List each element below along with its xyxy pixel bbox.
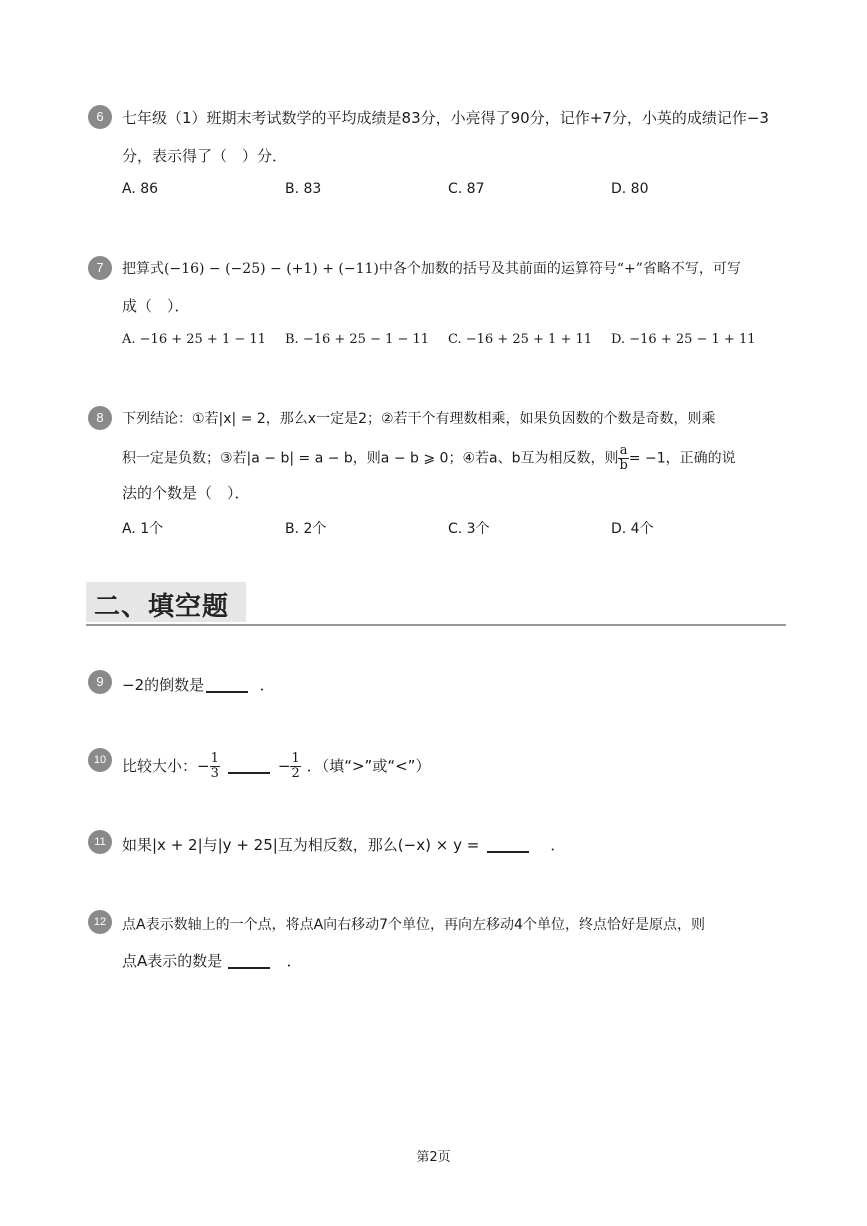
- fraction-one-third: [210, 752, 220, 781]
- question-text: 成（ ）．: [122, 297, 190, 315]
- question-number-badge: 12: [88, 910, 112, 934]
- question-text: 如果|x + 2|与|y + 25|互为相反数，那么(−x) × y =: [122, 836, 480, 854]
- question-text: ．: [259, 676, 275, 694]
- question-text: ．（填“>”或“<”）: [306, 757, 431, 775]
- question-12: [88, 910, 788, 980]
- fraction-denominator: b: [619, 458, 628, 473]
- fraction-numerator: 1: [210, 751, 219, 766]
- question-8: [88, 406, 788, 536]
- fraction-denominator: 2: [291, 766, 300, 781]
- question-number-badge: 9: [88, 670, 112, 694]
- question-text: 法的个数是（ ）．: [122, 484, 250, 502]
- question-number-badge: 7: [88, 256, 112, 280]
- question-text: −: [277, 757, 291, 775]
- question-text: 七年级（1）班期末考试数学的平均成绩是83分，小亮得了90分，记作+7分，小英的成绩记作−3: [122, 109, 769, 127]
- page-number: 第2页: [416, 1150, 451, 1165]
- option-b: B. 83: [285, 181, 322, 197]
- answer-blank[interactable]: [228, 758, 270, 774]
- section-divider: [86, 624, 786, 626]
- fraction-numerator: 1: [291, 751, 300, 766]
- question-text: 比较大小：−: [122, 757, 210, 775]
- question-text: = −1，正确的说: [628, 450, 736, 467]
- fraction-numerator: a: [619, 443, 628, 458]
- question-11: [88, 830, 788, 860]
- question-6: [88, 105, 788, 205]
- fraction-denominator: 3: [210, 766, 219, 781]
- fraction-one-half: [290, 752, 300, 781]
- option-d: D. 4个: [611, 521, 654, 537]
- question-line: [122, 835, 565, 855]
- option-c: C. −16 + 25 + 1 + 11: [448, 332, 593, 347]
- question-text: 积一定是负数；③若|a − b| = a − b，则a − b ⩾ 0；④若a、b互为相反数，则: [122, 450, 619, 467]
- fraction-a-over-b: [618, 444, 628, 473]
- option-b: B. 2个: [285, 521, 327, 537]
- option-d: D. −16 + 25 − 1 + 11: [611, 332, 756, 347]
- question-text: 分，表示得了（ ）分．: [122, 147, 288, 165]
- option-b: B. −16 + 25 − 1 − 11: [285, 332, 430, 347]
- option-d: D. 80: [611, 181, 649, 197]
- question-text: 点A表示的数是: [122, 952, 223, 970]
- question-number-badge: 11: [88, 830, 112, 854]
- question-9: [88, 670, 788, 700]
- answer-blank[interactable]: [206, 677, 248, 693]
- question-10: [88, 748, 788, 788]
- question-line: [122, 748, 430, 784]
- question-text: 把算式(−16) − (−25) − (+1) + (−11)中各个加数的括号及其前面的运算符号“+”省略不写，可写: [122, 261, 741, 277]
- option-a: A. −16 + 25 + 1 − 11: [122, 332, 266, 347]
- question-7: [88, 256, 788, 356]
- question-number-badge: 6: [88, 105, 112, 129]
- answer-blank[interactable]: [228, 953, 270, 969]
- question-line: [122, 951, 302, 971]
- question-text: ．: [550, 836, 566, 854]
- option-c: C. 3个: [448, 521, 490, 537]
- section-title-text: 二、填空题: [94, 592, 230, 622]
- section-title: [86, 582, 246, 622]
- option-a: A. 86: [122, 181, 159, 197]
- question-text: 下列结论：①若|x| = 2，那么x一定是2；②若干个有理数相乘，如果负因数的个数是奇数，则乘: [122, 411, 716, 427]
- question-text-with-fraction: [122, 444, 736, 473]
- answer-blank[interactable]: [487, 837, 529, 853]
- question-line: [122, 675, 275, 695]
- question-number-badge: 8: [88, 406, 112, 430]
- question-text: ．: [286, 952, 302, 970]
- question-number-badge: 10: [88, 748, 112, 772]
- option-a: A. 1个: [122, 521, 164, 537]
- question-text: −2的倒数是: [122, 676, 205, 694]
- option-c: C. 87: [448, 181, 485, 197]
- question-text: 点A表示数轴上的一个点，将点A向右移动7个单位，再向左移动4个单位，终点恰好是原点，则: [122, 917, 705, 933]
